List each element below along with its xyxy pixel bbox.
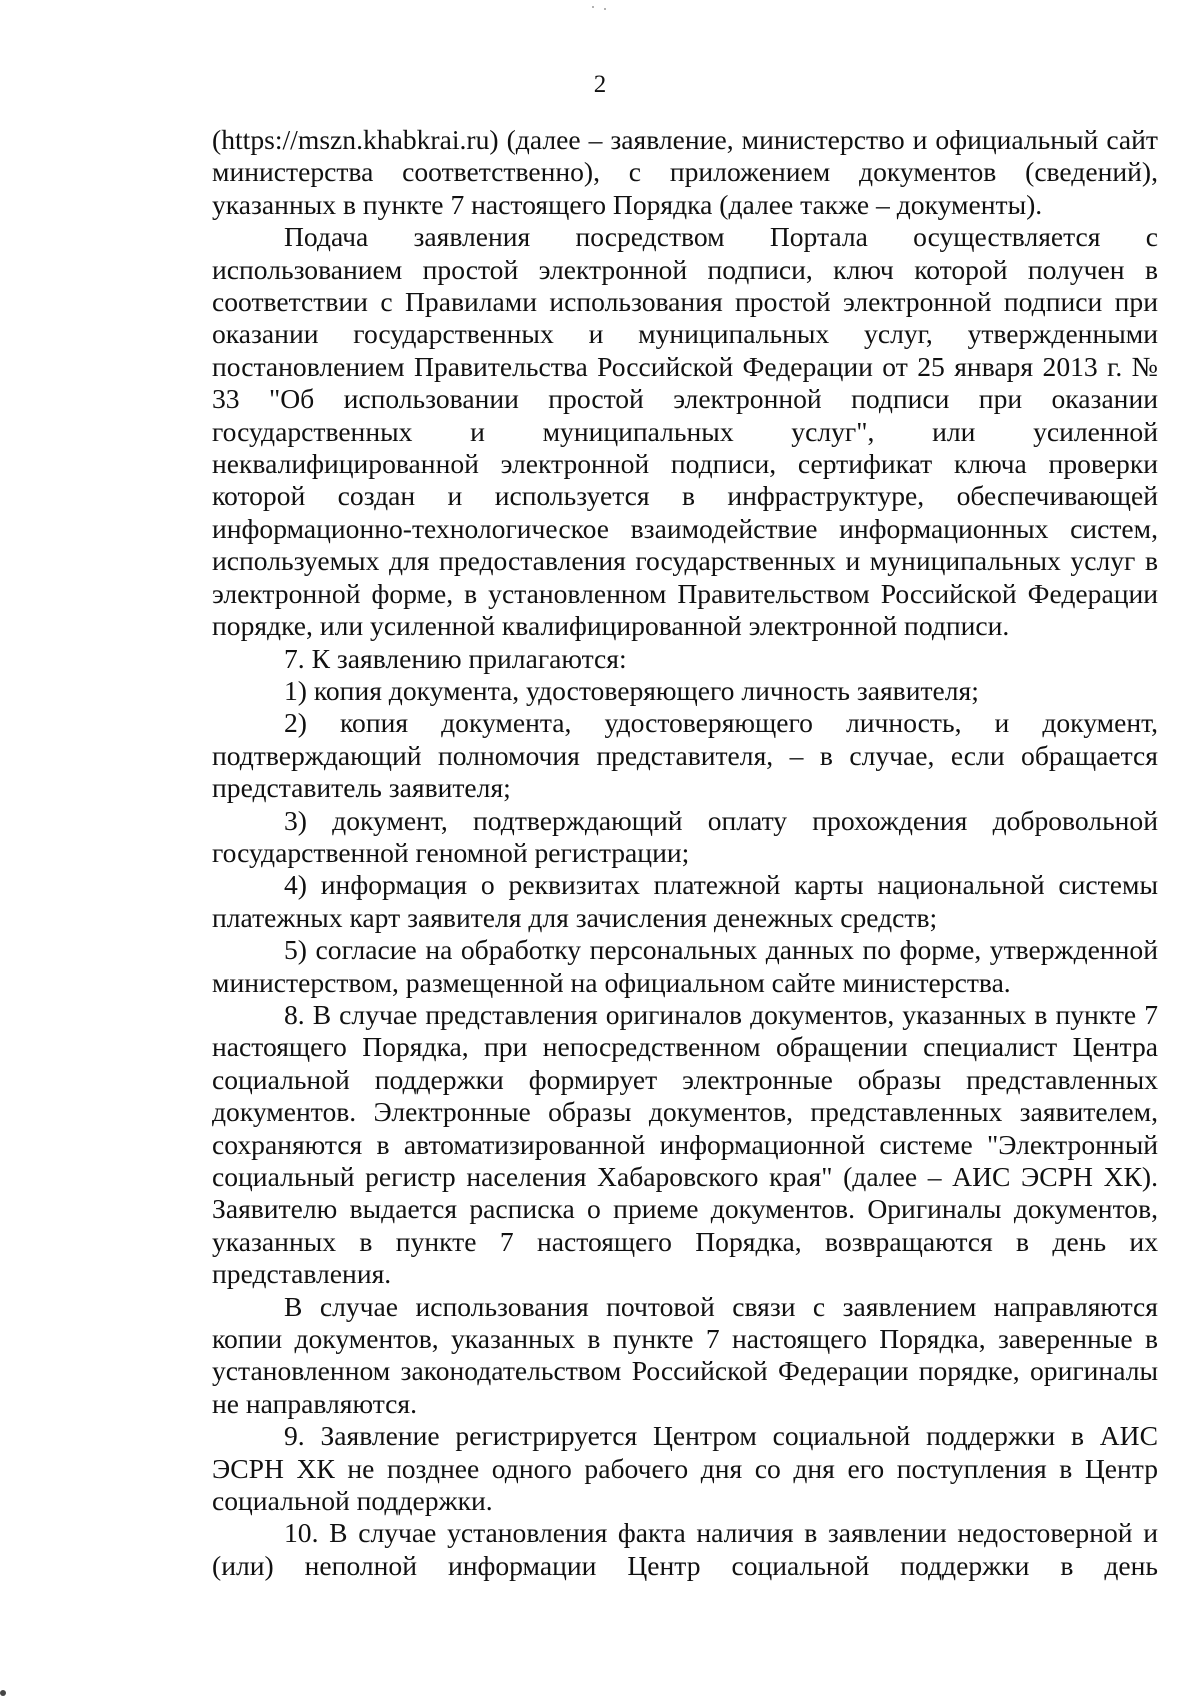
list-item-2: 2) копия документа, удостоверяющего личность, и документ, подтверждающий полномочия представителя, – в случае, если обращается представитель заявителя; <box>212 707 1158 804</box>
scan-speck <box>604 8 606 10</box>
list-item-1: 1) копия документа, удостоверяющего личность заявителя; <box>284 674 979 706</box>
document-body <box>212 124 1158 1582</box>
page-number: 2 <box>593 71 607 98</box>
paragraph-item-10: 10. В случае установления факта наличия в заявлении недостоверной и (или) неполной информации Центр социальной поддержки в день <box>212 1517 1158 1581</box>
list-item-4: 4) информация о реквизитах платежной карты национальной системы платежных карт заявителя для зачисления денежных средств; <box>212 869 1158 933</box>
list-item-5: 5) согласие на обработку персональных данных по форме, утвержденной министерством, размещенной на официальном сайте министерства. <box>212 934 1158 998</box>
list-item-3: 3) документ, подтверждающий оплату прохождения добровольной государственной геномной регистрации; <box>212 804 1158 868</box>
paragraph-item-7-heading: 7. К заявлению прилагаются: <box>284 642 627 674</box>
scan-speck <box>0 1690 6 1696</box>
paragraph-item-9: 9. Заявление регистрируется Центром социальной поддержки в АИС ЭСРН ХК не позднее одного рабочего дня со дня его поступления в Центр социальной поддержки. <box>212 1420 1158 1517</box>
paragraph-postal-delivery: В случае использования почтовой связи с заявлением направляются копии документов, указанных в пункте 7 настоящего Порядка, заверенные в установленном законодательством Российской Федерации порядке, оригиналы не направляются. <box>212 1290 1158 1419</box>
paragraph-item-8: 8. В случае представления оригиналов документов, указанных в пункте 7 настоящего Порядка, при непосредственном обращении специалист Центра социальной поддержки формирует электронные образы представленных документов. Электронные образы документов, представленных заявителем, сохраняются в автоматизированной информационной системе "Электронный социальный регистр населения Хабаровского края" (далее – АИС ЭСРН ХК). Заявителю выдается расписка о приеме документов. Оригиналы документов, указанных в пункте 7 настоящего Порядка, возвращаются в день их представления. <box>212 998 1158 1290</box>
paragraph-portal-signature: Подача заявления посредством Портала осуществляется с использованием простой электронной подписи, ключ которой получен в соответствии с Правилами использования простой электронной подписи при оказании государственных и муниципальных услуг, утвержденными постановлением Правительства Российской Федерации от 25 января 2013 г. № 33 "Об использовании простой электронной подписи при оказании государственных и муниципальных услуг", или усиленной неквалифицированной электронной подписи, сертификат ключа проверки которой создан и используется в инфраструктуре, обеспечивающей информационно-технологическое взаимодействие информационных систем, используемых для предоставления государственных и муниципальных услуг в электронной форме, в установленном Правительством Российской Федерации порядке, или усиленной квалифицированной электронной подписи. <box>212 221 1158 642</box>
scan-speck <box>592 6 594 8</box>
paragraph-application-continuation: (https://mszn.khabkrai.ru) (далее – заявление, министерство и официальный сайт министерства соответственно), с приложением документов (сведений), указанных в пункте 7 настоящего Порядка (далее также – документы). <box>212 124 1158 220</box>
